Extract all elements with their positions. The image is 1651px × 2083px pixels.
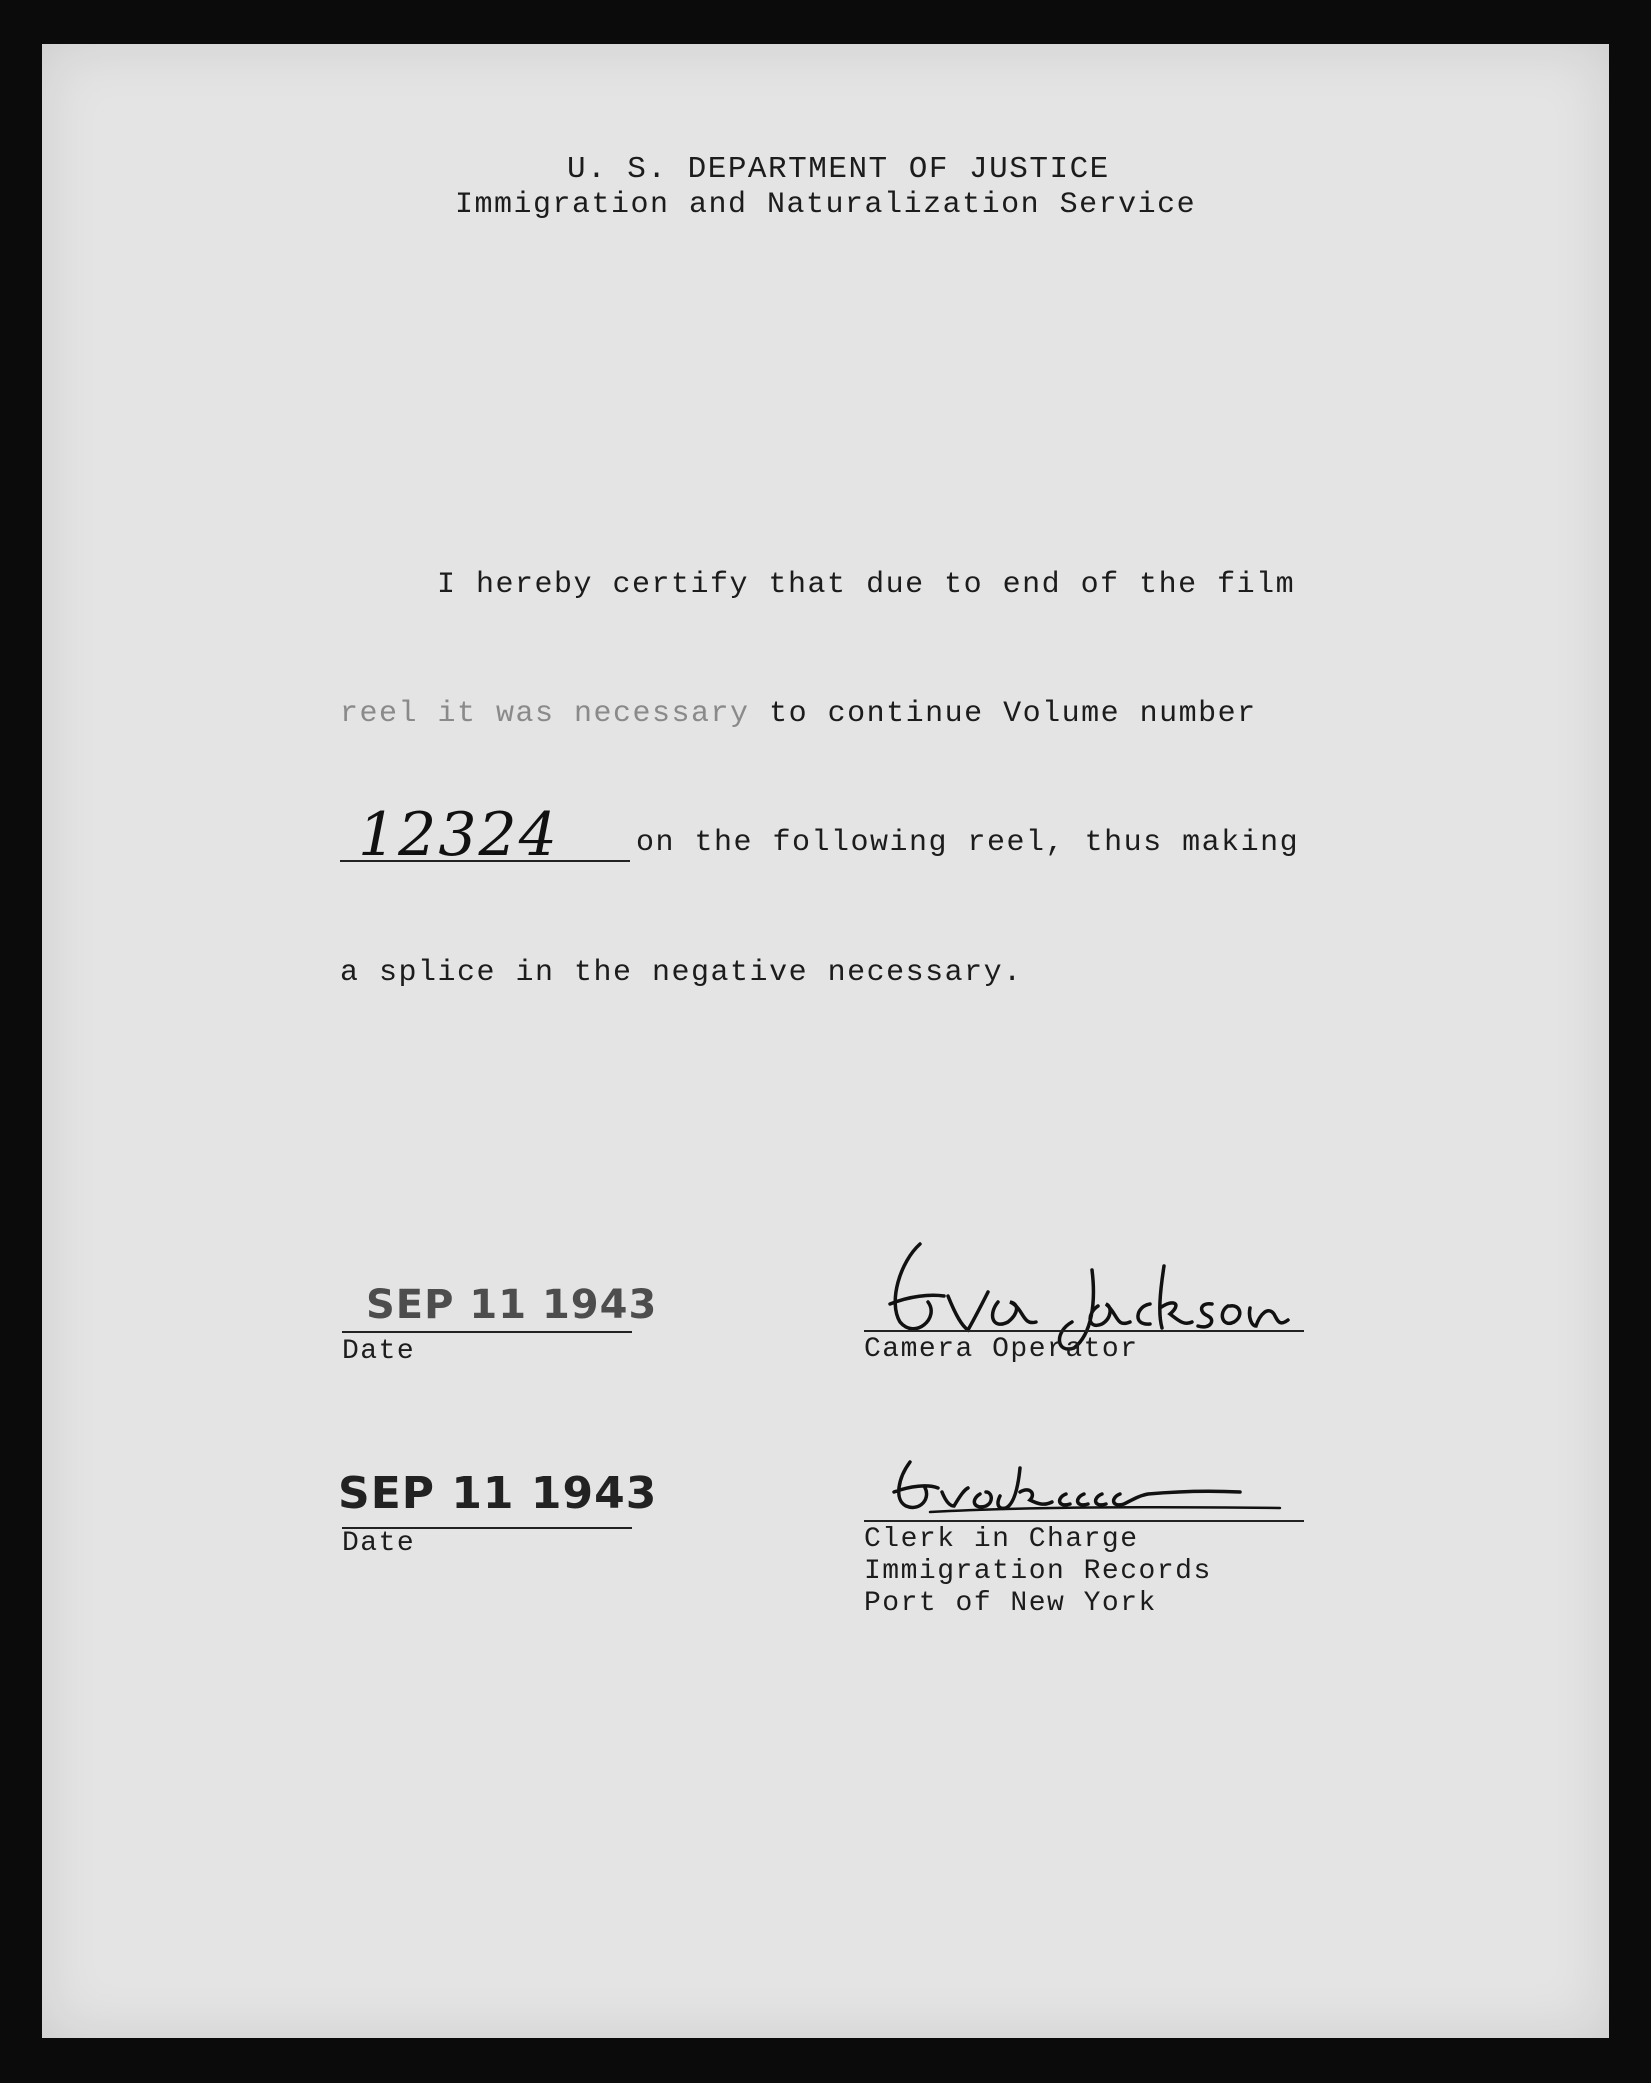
clerk-title-line-3: Port of New York — [864, 1588, 1157, 1619]
body-line-2-faded: reel it was necessary — [340, 697, 750, 731]
date-stamp-2: SEP 11 1943 — [338, 1468, 658, 1519]
volume-number: 12324 — [358, 800, 559, 870]
clerk-title-line-2: Immigration Records — [864, 1556, 1212, 1587]
clerk-line — [864, 1520, 1304, 1522]
volume-number-line — [340, 860, 630, 862]
date-line-1 — [342, 1331, 632, 1333]
date-label-2: Date — [342, 1528, 416, 1559]
operator-line — [864, 1330, 1304, 1332]
document-page — [42, 44, 1609, 2038]
date-stamp-1: SEP 11 1943 — [366, 1282, 658, 1328]
body-line-2-rest: to continue Volume number — [749, 697, 1257, 731]
header-service: Immigration and Naturalization Service — [455, 188, 1197, 222]
body-line-4: a splice in the negative necessary. — [340, 956, 1023, 990]
body-line-1: I hereby certify that due to end of the film — [437, 568, 1296, 602]
header-department: U. S. DEPARTMENT OF JUSTICE — [567, 152, 1110, 187]
body-line-2 — [340, 697, 1257, 731]
body-line-3: on the following reel, thus making — [636, 826, 1300, 860]
clerk-title-line-1: Clerk in Charge — [864, 1524, 1139, 1555]
date-label-1: Date — [342, 1336, 416, 1367]
operator-label: Camera Operator — [864, 1334, 1139, 1365]
